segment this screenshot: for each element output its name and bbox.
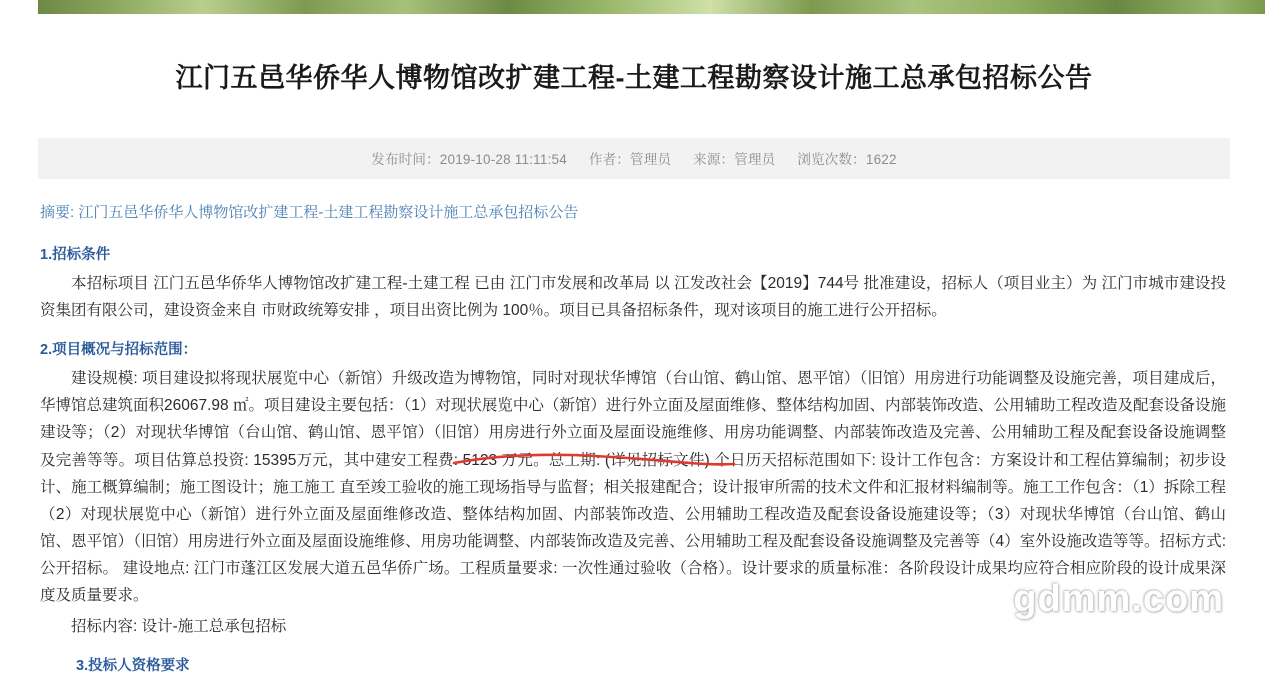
article-meta-bar	[38, 138, 1230, 179]
section-paragraph-bidding-conditions: 本招标项目 江门五邑华侨华人博物馆改扩建工程-土建工程 已由 江门市发展和改革局 以 江发改社会【2019】744号 批准建设，招标人（项目业主）为 江门市城市建设投资集团有限公司，建设资金来自 市财政统筹安排 ，项目出资比例为 100％。项目已具备招标条件，现对该项目的施工进行公开招标。	[40, 274, 1226, 320]
section-paragraph-bidding-content: 招标内容: 设计-施工总承包招标	[71, 618, 287, 636]
section-heading-bidder-qualifications: 3.投标人资格要求	[76, 658, 190, 674]
publish-time-value: 2019-10-28 11:11:54	[439, 151, 567, 167]
views-count: 1622	[865, 151, 897, 167]
site-watermark: gdmm.com	[1013, 578, 1224, 620]
article-summary: 摘要: 江门五邑华侨华人博物馆改扩建工程-土建工程勘察设计施工总承包招标公告	[40, 203, 579, 221]
page-title: 江门五邑华侨华人博物馆改扩建工程-土建工程勘察设计施工总承包招标公告	[175, 63, 1093, 94]
author-label: 作者：	[588, 151, 631, 167]
section-heading-project-overview: 2.项目概况与招标范围：	[40, 342, 198, 359]
section-paragraph-project-overview: 建设规模: 项目建设拟将现状展览中心（新馆）升级改造为博物馆，同时对现状华博馆（台山馆、鹤山馆、恩平馆）（旧馆）用房进行功能调整及设施完善，项目建成后，华博馆总建筑面积26067.98 ㎡。项目建设主要包括：（1）对现状展览中心（新馆）进行外立面及屋面维修、整体结构加固、内部装饰改造、公用辅助工程改造及配套设备设施建设等；（2）对现状华博馆（台山馆、鹤山馆、恩平馆）（旧馆）用房进行外立面及屋面设施维修、用房功能调整、内部装饰改造及完善、公用辅助工程及配套设备设施调整及完善等等。项目估算总投资: 15395万元，其中建安工程费: 5123 万元。总工期: (详见招标文件) 个日历天招标范围如下: 设计工作包含：方案设计和工程估算编制；初步设计、施工概算编制；施工图设计；施工施工 直至竣工验收的施工现场指导与监督；相关报建配合；设计报审所需的技术文件和汇报材料编制等。施工工作包含：（1）拆除工程（2）对现状展览中心（新馆）进行外立面及屋面维修改造、整体结构加固、内部装饰改造、公用辅助工程改造及配套设备设施建设等；（3）对现状华博馆（台山馆、鹤山馆、恩平馆）（旧馆）用房进行外立面及屋面设施维修、用房功能调整、内部装饰改造及完善、公用辅助工程及配套设备设施调整及完善等（4）室外设施改造等等。招标方式: 公开招标。 建设地点: 江门市蓬江区发展大道五邑华侨广场。工程质量要求: 一次性通过验收（合格）。设计要求的质量标准：各阶段设计成果均应符合相应阶段的设计成果深度及质量要求。	[40, 370, 1226, 605]
header-photo-banner	[0, 0, 1268, 14]
banner-left-margin	[0, 0, 38, 14]
source-label: 来源：	[693, 151, 735, 167]
author-value: 管理员	[630, 151, 672, 167]
source-value: 管理员	[734, 151, 776, 167]
publish-time-label: 发布时间：	[371, 151, 440, 167]
views-label: 浏览次数：	[797, 151, 866, 167]
section-heading-bidding-conditions: 1.招标条件	[40, 246, 111, 263]
article-container	[38, 14, 1230, 674]
